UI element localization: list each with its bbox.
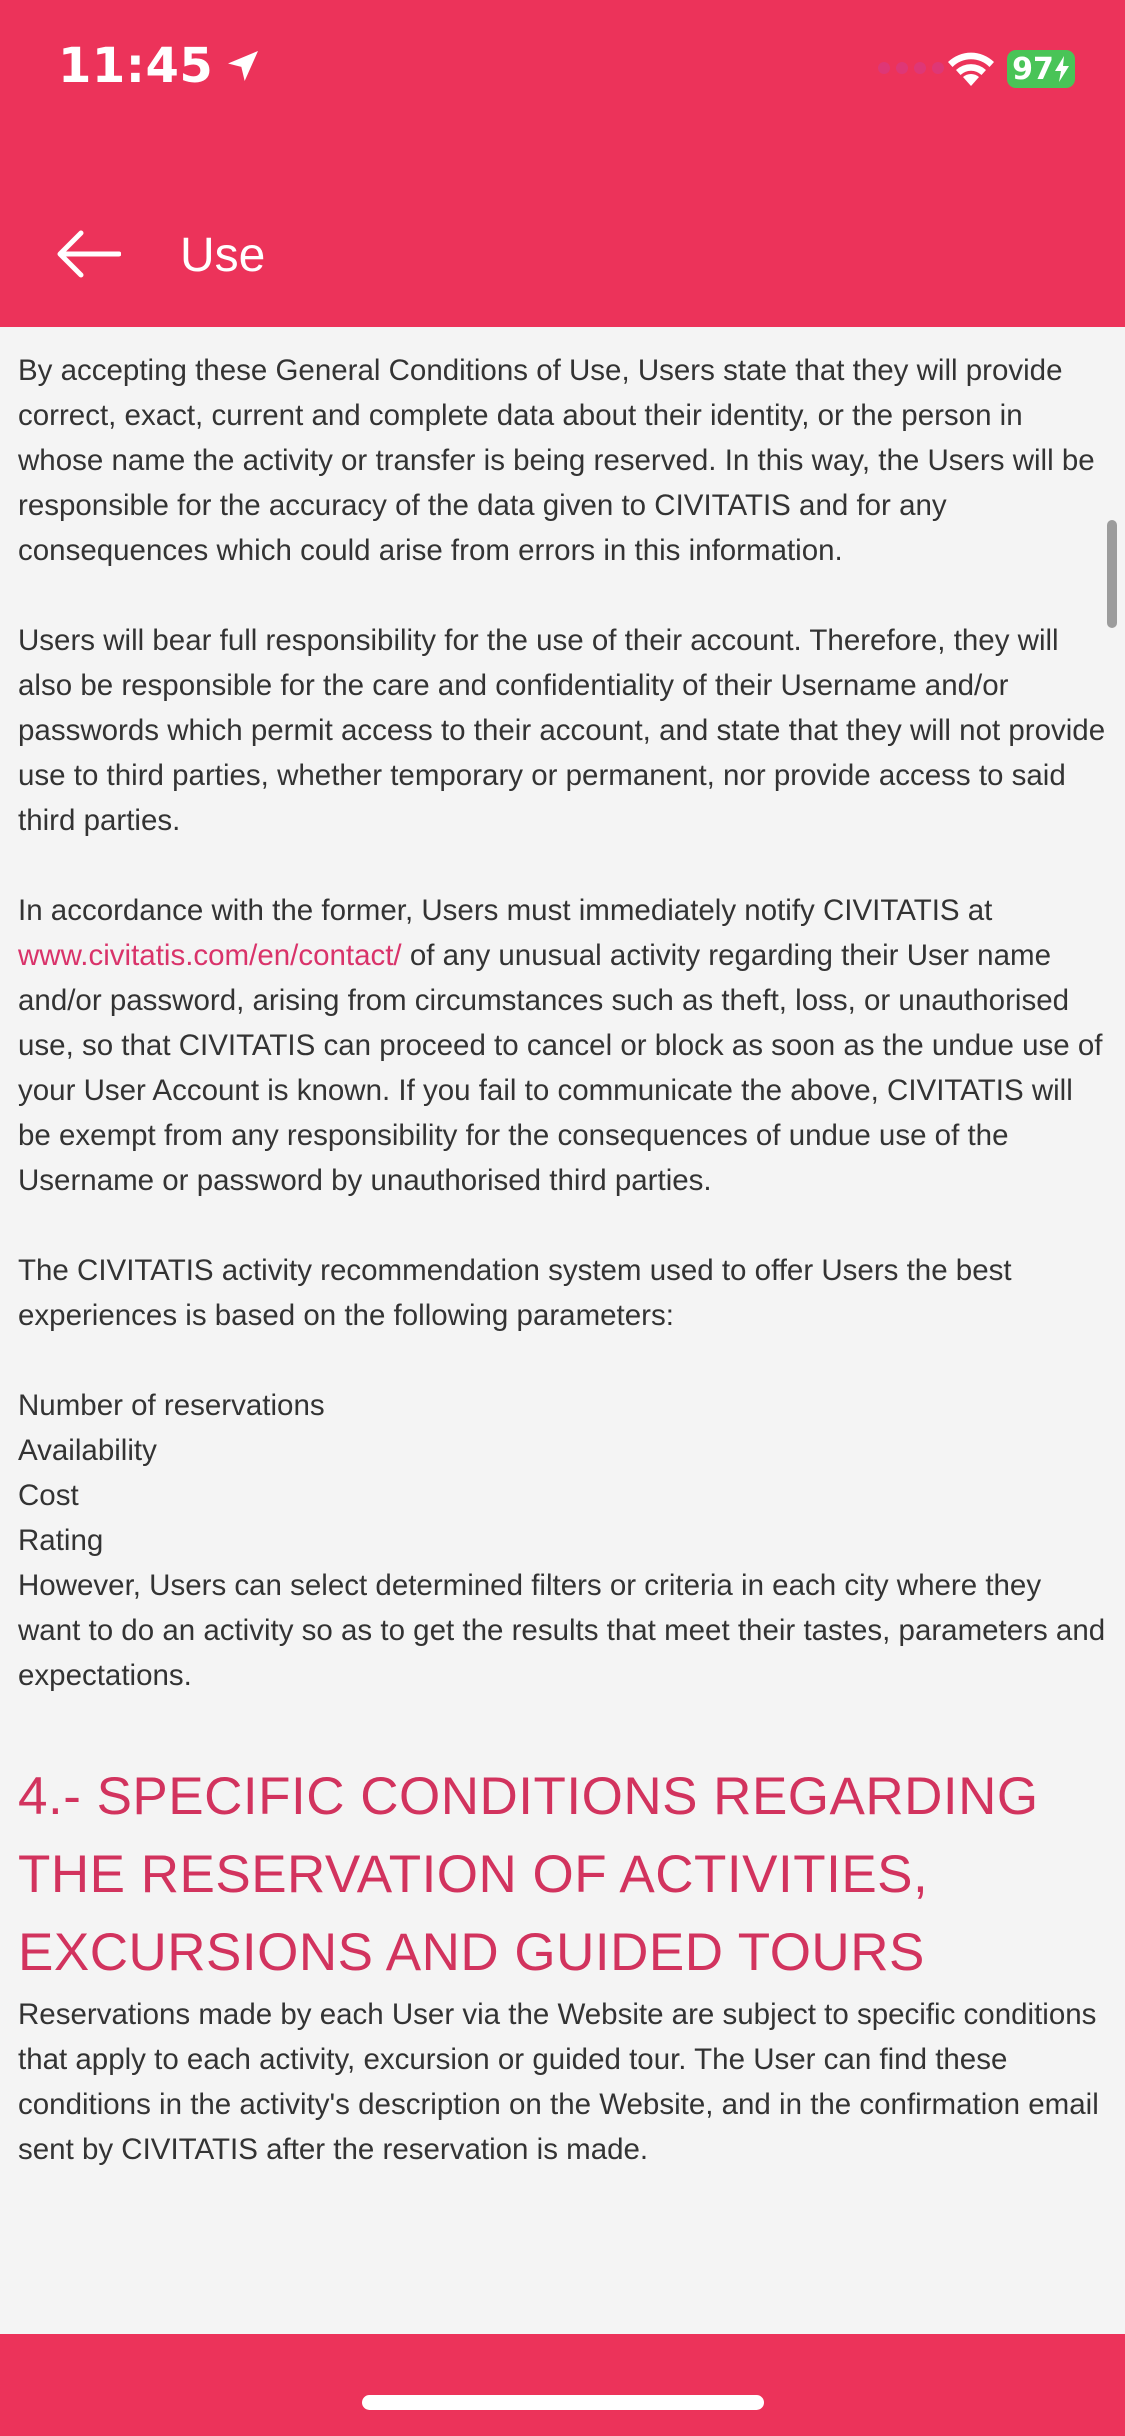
list-item: Cost xyxy=(18,1479,79,1512)
list-item: Rating xyxy=(18,1524,104,1557)
section-heading: 4.- SPECIFIC CONDITIONS REGARDING THE RESERVATION OF ACTIVITIES, EXCURSIONS AND GUIDED TOURS xyxy=(18,1767,1039,1982)
list-item: Availability xyxy=(18,1434,157,1467)
list-item: Number of reservations xyxy=(18,1389,325,1422)
status-bar xyxy=(0,0,1125,140)
page-title: Use xyxy=(180,229,266,282)
contact-link[interactable]: www.civitatis.com/en/contact/ xyxy=(18,939,402,972)
battery-level: 97 xyxy=(1012,51,1054,87)
status-time xyxy=(58,38,263,94)
wifi-icon xyxy=(946,48,996,88)
paragraph-reservation-conditions: Reservations made by each User via the Website are subject to specific conditions that apply to each activity, excursion or guided tour. The User can find these conditions in the activity's description on the Website, and in the confirmation email sent by CIVITATIS after the reservation is made. xyxy=(18,1998,1099,2166)
location-arrow-icon xyxy=(223,46,263,86)
terms-content xyxy=(18,348,1108,2217)
cellular-signal-icon xyxy=(878,62,944,74)
scrollbar[interactable] xyxy=(1107,520,1117,628)
paragraph-notify-civitatis xyxy=(18,888,1108,1203)
paragraph-recommendation-system: The CIVITATIS activity recommendation system used to offer Users the best experiences is based on the following parameters: xyxy=(18,1254,1012,1332)
paragraph-text: In accordance with the former, Users must immediately notify CIVITATIS at xyxy=(18,894,993,927)
charging-bolt-icon xyxy=(1054,56,1070,82)
paragraph-data-accuracy: By accepting these General Conditions of Use, Users state that they will provide correct, exact, current and complete data about their identity, or the person in whose name the activity or transfer is being reserved. In this way, the Users will be responsible for the accuracy of the data given to CIVITATIS and for any consequences which could arise from errors in this information. xyxy=(18,354,1095,567)
back-button[interactable] xyxy=(52,222,124,286)
home-indicator[interactable] xyxy=(362,2395,764,2410)
parameters-list xyxy=(18,1383,1108,1563)
paragraph-filters: However, Users can select determined filters or criteria in each city where they want to do an activity so as to get the results that meet their tastes, parameters and expectations. xyxy=(18,1569,1106,1692)
paragraph-text: of any unusual activity regarding their User name and/or password, arising from circumstances such as theft, loss, or unauthorised use, so that CIVITATIS can proceed to cancel or block as soon as the undue use of your User Account is known. If you fail to communicate the above, CIVITATIS will be exempt from any responsibility for the consequences of undue use of the Username or password by unauthorised third parties. xyxy=(18,939,1103,1197)
battery-indicator xyxy=(1007,50,1075,88)
status-time-text: 11:45 xyxy=(58,38,214,94)
bottom-bar xyxy=(0,2334,1125,2436)
paragraph-account-responsibility: Users will bear full responsibility for the use of their account. Therefore, they will also be responsible for the care and confidentiality of their Username and/or passwords which permit access to their account, and state that they will not provide use to third parties, whether temporary or permanent, nor provide access to said third parties. xyxy=(18,624,1106,837)
back-arrow-icon xyxy=(55,229,121,279)
app-header xyxy=(0,0,1125,327)
